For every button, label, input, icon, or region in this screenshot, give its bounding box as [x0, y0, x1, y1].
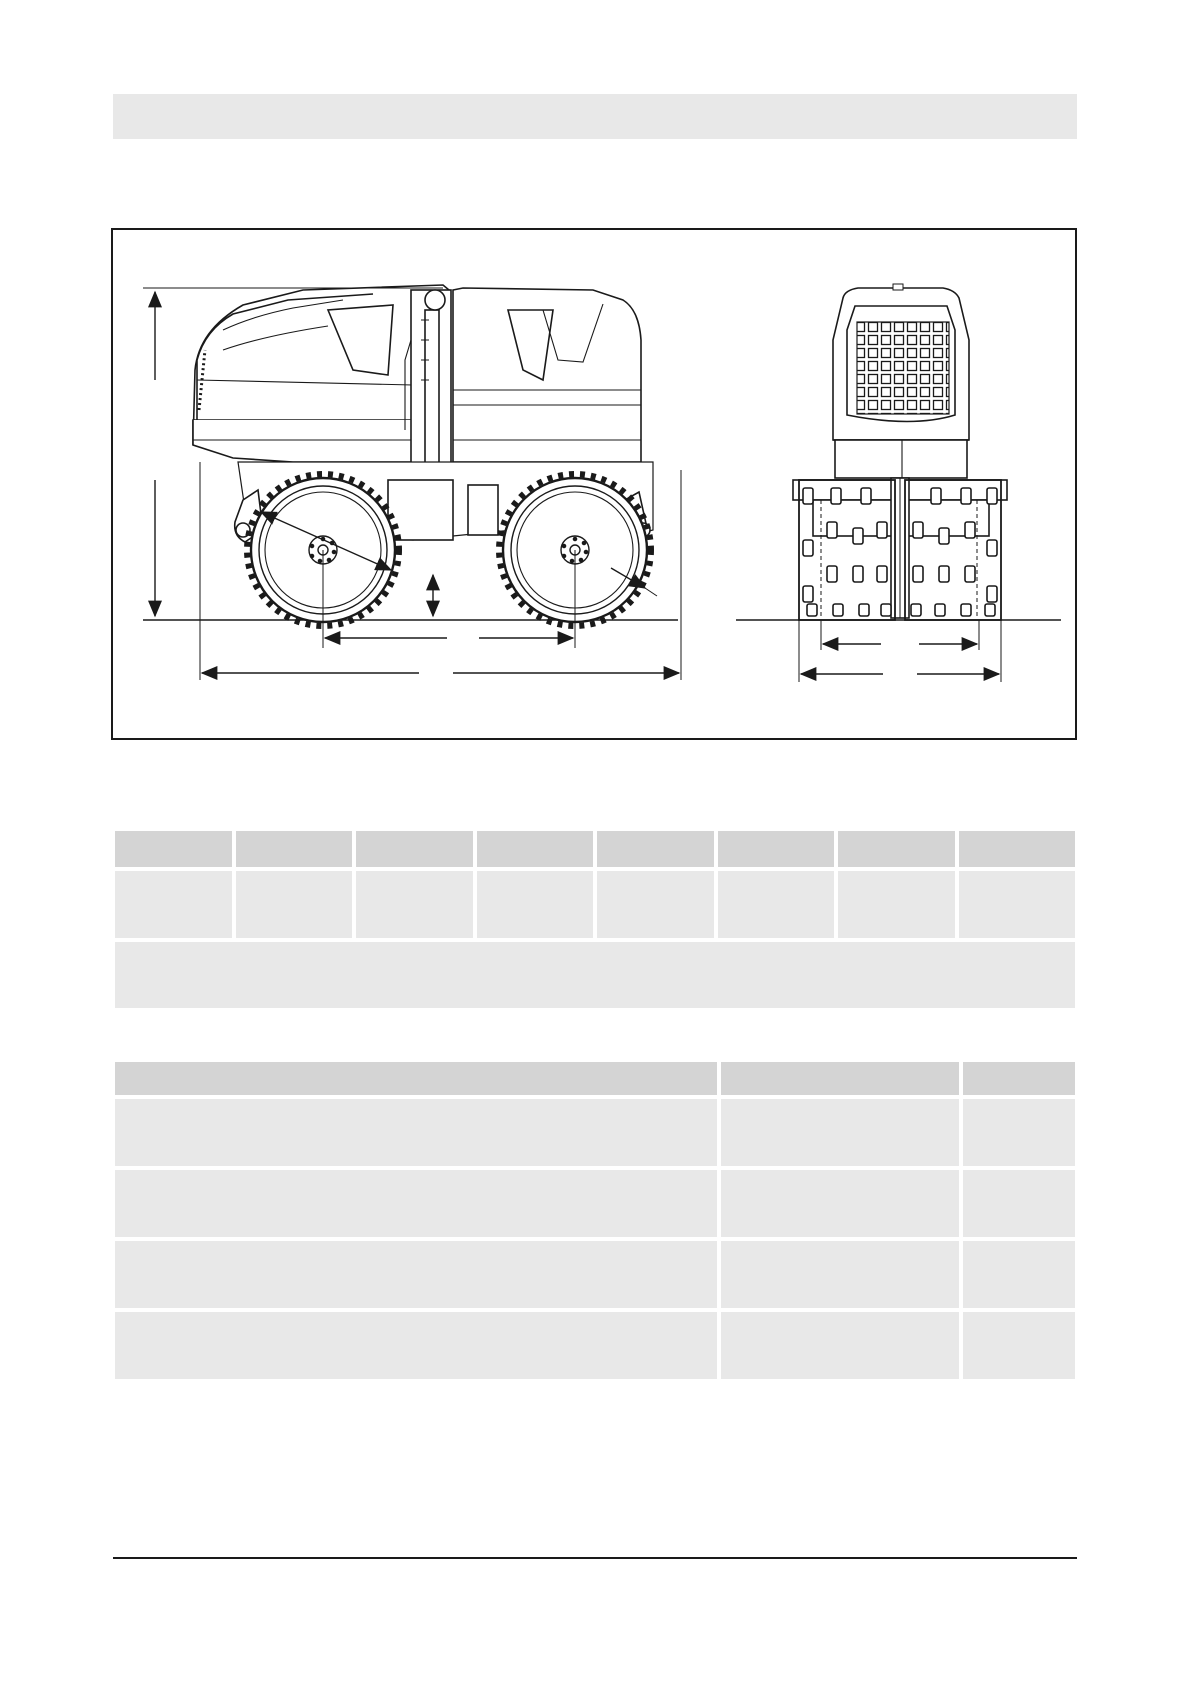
section-header-bar: [113, 94, 1077, 139]
dimensions-header-cell: [477, 831, 594, 867]
spec-table: [115, 1062, 1075, 1383]
dimensions-header-cell: [597, 831, 714, 867]
dimensions-header-cell: [236, 831, 353, 867]
spec-cell: [721, 1241, 959, 1308]
dimension-drawing-frame: [111, 228, 1077, 740]
spec-cell: [721, 1170, 959, 1237]
dimensions-table: [115, 831, 1075, 1008]
footer-divider: [113, 1557, 1077, 1559]
front-view-dimension-lines: [799, 620, 1001, 682]
spec-header-cell: [115, 1062, 717, 1095]
dimensions-header-cell: [356, 831, 473, 867]
roller-front-view-icon: [793, 284, 1007, 620]
spec-cell: [721, 1099, 959, 1166]
dimensions-table-header: [115, 831, 1075, 867]
spec-cell: [963, 1241, 1075, 1308]
dimensions-header-cell: [718, 831, 835, 867]
roller-side-view-icon: [193, 285, 653, 626]
dimensions-header-cell: [838, 831, 955, 867]
spec-cell: [115, 1241, 717, 1308]
spec-table-header: [115, 1062, 1075, 1095]
dimensions-value-cell: [477, 871, 594, 938]
spec-cell: [963, 1099, 1075, 1166]
roller-dimension-drawing: [113, 230, 1075, 738]
dimensions-value-cell: [597, 871, 714, 938]
spec-cell: [963, 1170, 1075, 1237]
spec-table-row: [115, 1312, 1075, 1379]
dimensions-header-cell: [959, 831, 1076, 867]
dimensions-value-cell: [838, 871, 955, 938]
dimensions-value-cell: [718, 871, 835, 938]
spec-cell: [721, 1312, 959, 1379]
dimensions-table-note: [115, 942, 1075, 1008]
spec-cell: [963, 1312, 1075, 1379]
spec-cell: [115, 1099, 717, 1166]
spec-table-row: [115, 1170, 1075, 1237]
dimensions-value-cell: [115, 871, 232, 938]
spec-cell: [115, 1312, 717, 1379]
spec-cell: [115, 1170, 717, 1237]
spec-header-cell: [963, 1062, 1075, 1095]
spec-table-row: [115, 1241, 1075, 1308]
dimensions-header-cell: [115, 831, 232, 867]
spec-table-row: [115, 1099, 1075, 1166]
spec-header-cell: [721, 1062, 959, 1095]
dimensions-value-cell: [959, 871, 1076, 938]
dimensions-value-cell: [236, 871, 353, 938]
dimensions-value-cell: [356, 871, 473, 938]
dimensions-table-row: [115, 871, 1075, 938]
